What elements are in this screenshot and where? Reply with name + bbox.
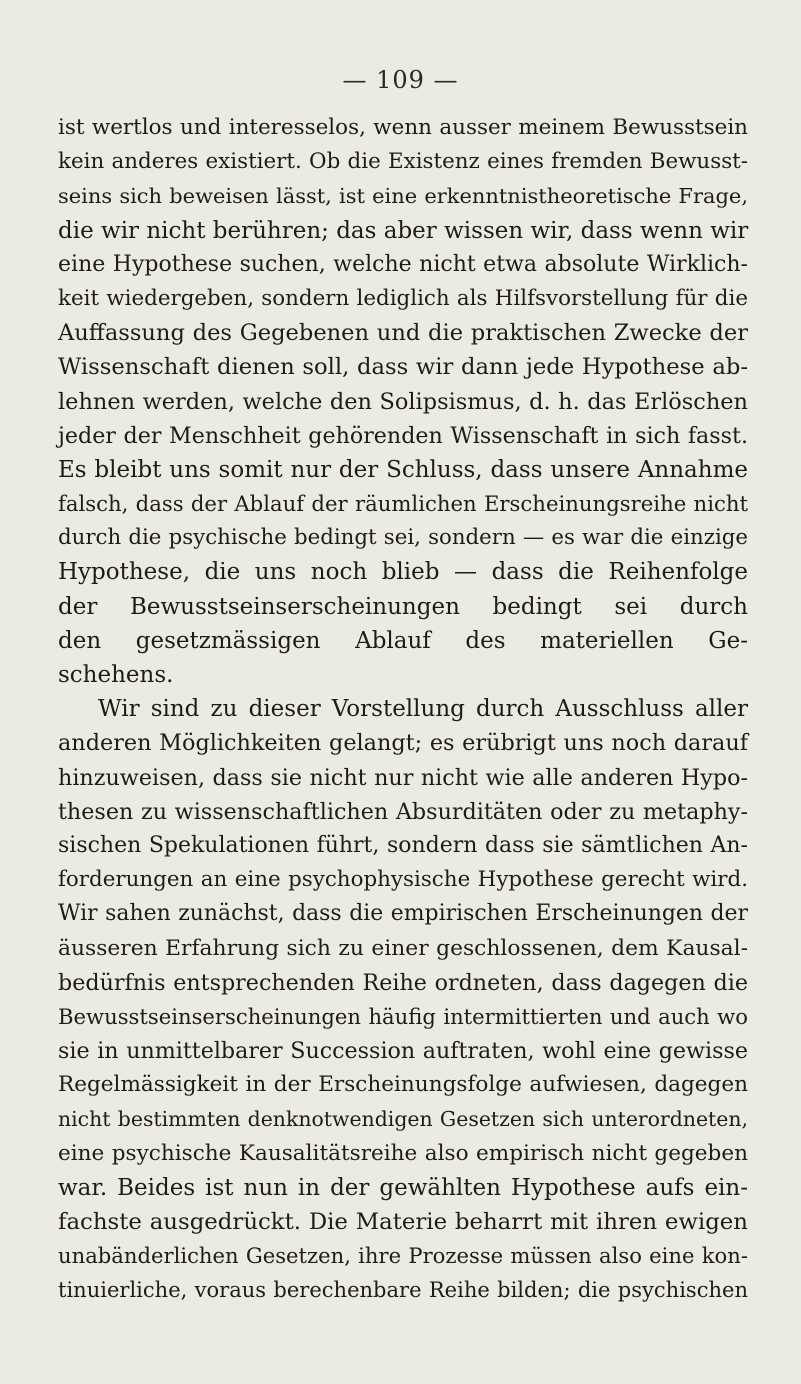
text-line: sischen Spekulationen führt, sondern dass sie sämtlichen An- <box>58 832 748 858</box>
text-line: Bewusstseinserscheinungen häufig intermittierten und auch wo <box>58 1003 748 1029</box>
page-number: — 109 — <box>342 66 459 94</box>
text-line: jeder der Menschheit gehörenden Wissenschaft in sich fasst. <box>58 422 748 449</box>
text-line: Regelmässigkeit in der Erscheinungsfolge aufwiesen, dagegen <box>58 1072 748 1098</box>
text-line: Wir sind zu dieser Vorstellung durch Ausschluss aller <box>98 696 748 723</box>
text-line: lehnen werden, welche den Solipsismus, d. h. das Erlöschen <box>58 388 748 415</box>
text-line: Hypothese, die uns noch blieb — dass die Reihenfolge <box>58 559 748 586</box>
text-line: forderungen an eine psychophysische Hypothese gerecht wird. <box>58 867 748 893</box>
text-line: thesen zu wissenschaftlichen Absurditäten oder zu metaphy- <box>58 798 748 825</box>
text-line: tinuierliche, voraus berechenbare Reihe bilden; die psychischen <box>58 1277 748 1303</box>
text-line: äusseren Erfahrung sich zu einer geschlossenen, dem Kausal- <box>58 935 748 961</box>
text-line: bedürfnis entsprechenden Reihe ordneten, dass dagegen die <box>58 969 748 996</box>
text-line: die wir nicht berühren; das aber wissen wir, dass wenn wir <box>58 217 749 244</box>
text-line: war. Beides ist nun in der gewählten Hypothese aufs ein- <box>58 1174 748 1201</box>
text-line: ist wertlos und interesselos, wenn ausser meinem Bewusstsein <box>58 115 748 140</box>
text-line: den gesetzmässigen Ablauf des materiellen Ge- <box>58 627 748 654</box>
text-line: kein anderes existiert. Ob die Existenz eines fremden Bewusst- <box>58 149 748 175</box>
text-line: keit wiedergeben, sondern lediglich als Hilfsvorstellung für die <box>58 285 748 311</box>
text-line: eine psychische Kausalitätsreihe also empirisch nicht gegeben <box>58 1140 748 1166</box>
text-line: durch die psychische bedingt sei, sondern — es war die einzige <box>58 525 748 551</box>
text-line: Wissenschaft dienen soll, dass wir dann jede Hypothese ab- <box>58 354 748 381</box>
text-line: hinzuweisen, dass sie nicht nur nicht wie alle anderen Hypo- <box>58 764 748 791</box>
text-line: anderen Möglichkeiten gelangt; es erübrigt uns noch darauf <box>58 730 748 757</box>
text-line: Auffassung des Gegebenen und die praktischen Zwecke der <box>58 320 748 347</box>
text-line: Es bleibt uns somit nur der Schluss, dass unsere Annahme <box>58 456 748 483</box>
text-line: sie in unmittelbarer Succession auftraten, wohl eine gewisse <box>58 1038 748 1065</box>
text-line: Wir sahen zunächst, dass die empirischen Erscheinungen der <box>58 901 748 927</box>
body-text <box>58 111 748 1308</box>
text-line: fachste ausgedrückt. Die Materie beharrt mit ihren ewigen <box>58 1209 748 1235</box>
text-line: der Bewusstseinserscheinungen bedingt sei durch <box>58 593 748 620</box>
text-line: unabänderlichen Gesetzen, ihre Prozesse müssen also eine kon- <box>58 1243 748 1269</box>
text-line: seins sich beweisen lässt, ist eine erkenntnistheoretische Frage, <box>58 184 748 209</box>
text-line: eine Hypothese suchen, welche nicht etwa absolute Wirklich- <box>58 251 748 277</box>
text-line: schehens. <box>58 662 174 688</box>
text-line: falsch, dass der Ablauf der räumlichen Erscheinungsreihe nicht <box>58 491 748 517</box>
text-line: nicht bestimmten denknotwendigen Gesetzen sich unterordneten, <box>58 1107 748 1132</box>
